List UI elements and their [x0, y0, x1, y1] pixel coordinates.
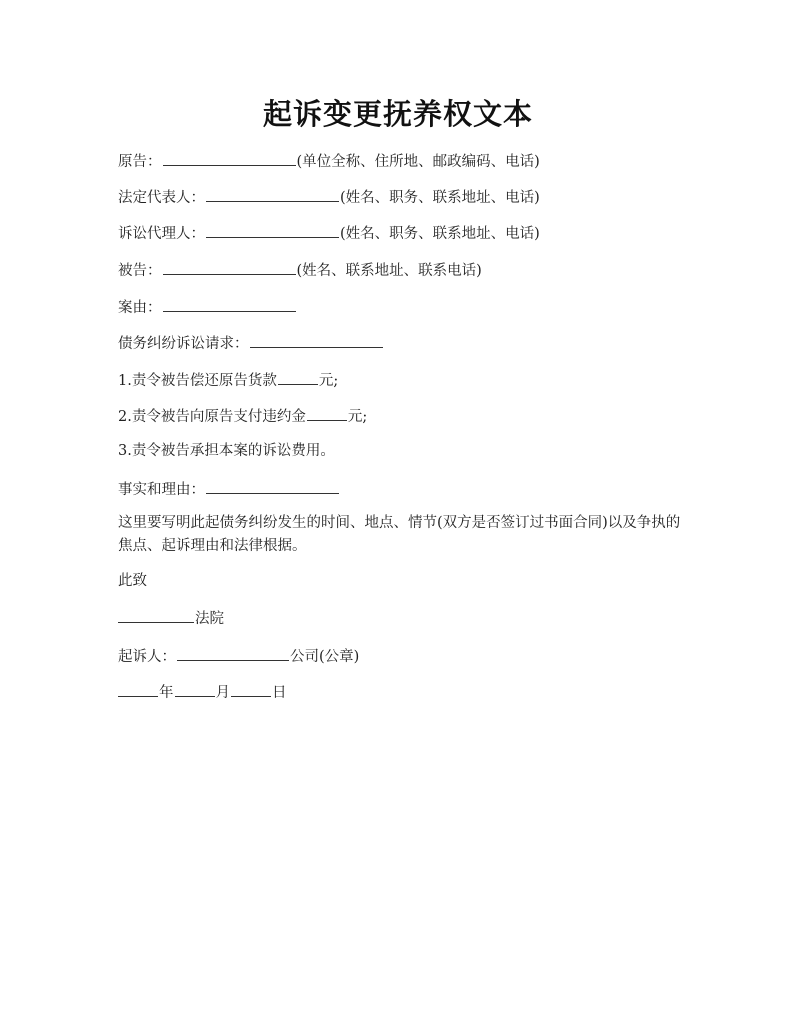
claim-3-text: 3.责令被告承担本案的诉讼费用。 [118, 443, 335, 459]
cause-label: 案由： [118, 300, 162, 316]
agent-line [118, 222, 540, 244]
facts-blank[interactable] [206, 478, 339, 494]
claim-item-1 [118, 369, 338, 391]
date-day-label: 日 [272, 685, 287, 701]
claims-heading-blank[interactable] [250, 332, 383, 348]
claim-2-unit: 元; [347, 409, 368, 425]
defendant-note: (姓名、联系地址、联系电话) [296, 263, 482, 279]
claim-item-3 [118, 441, 335, 461]
claim-1-unit: 元; [318, 373, 339, 389]
signer-suffix: 公司(公章) [290, 649, 360, 665]
date-day-blank[interactable] [231, 681, 271, 697]
date-month-blank[interactable] [175, 681, 215, 697]
plaintiff-blank[interactable] [163, 150, 296, 166]
signer-label: 起诉人： [118, 649, 176, 665]
date-year-label: 年 [159, 685, 174, 701]
legal-rep-label: 法定代表人： [118, 190, 205, 206]
document-title: 起诉变更抚养权文本 [262, 97, 533, 131]
facts-label: 事实和理由： [118, 482, 205, 498]
cause-line [118, 296, 297, 318]
claim-1-amount-blank[interactable] [278, 369, 318, 385]
agent-blank[interactable] [206, 222, 339, 238]
claim-2-text: 2.责令被告向原告支付违约金 [118, 409, 306, 425]
claim-1-text: 1.责令被告偿还原告货款 [118, 373, 277, 389]
defendant-blank[interactable] [163, 259, 296, 275]
legal-rep-blank[interactable] [206, 186, 339, 202]
claim-item-2 [118, 405, 367, 427]
plaintiff-line [118, 150, 540, 172]
plaintiff-label: 原告： [118, 154, 162, 170]
facts-line [118, 478, 340, 500]
date-month-label: 月 [215, 685, 230, 701]
legal-rep-line [118, 186, 540, 208]
defendant-line [118, 259, 482, 281]
court-suffix: 法院 [195, 611, 224, 627]
defendant-label: 被告： [118, 263, 162, 279]
signer-blank[interactable] [177, 645, 289, 661]
cause-blank[interactable] [163, 296, 296, 312]
signer-line [118, 645, 359, 667]
claims-heading-label: 债务纠纷诉讼请求： [118, 336, 249, 352]
plaintiff-note: (单位全称、住所地、邮政编码、电话) [296, 154, 540, 170]
claim-2-amount-blank[interactable] [307, 405, 347, 421]
date-year-blank[interactable] [118, 681, 158, 697]
date-line [118, 681, 287, 703]
facts-body: 这里要写明此起债务纠纷发生的时间、地点、情节(双方是否签订过书面合同)以及争执的焦点、起诉理由和法律根据。 [118, 515, 681, 554]
court-line [118, 607, 224, 629]
agent-note: (姓名、职务、联系地址、电话) [340, 226, 540, 242]
legal-rep-note: (姓名、职务、联系地址、电话) [340, 190, 540, 206]
agent-label: 诉讼代理人： [118, 226, 205, 242]
claims-heading-line [118, 332, 384, 354]
court-name-blank[interactable] [118, 607, 194, 623]
closing-line: 此致 [118, 573, 147, 589]
